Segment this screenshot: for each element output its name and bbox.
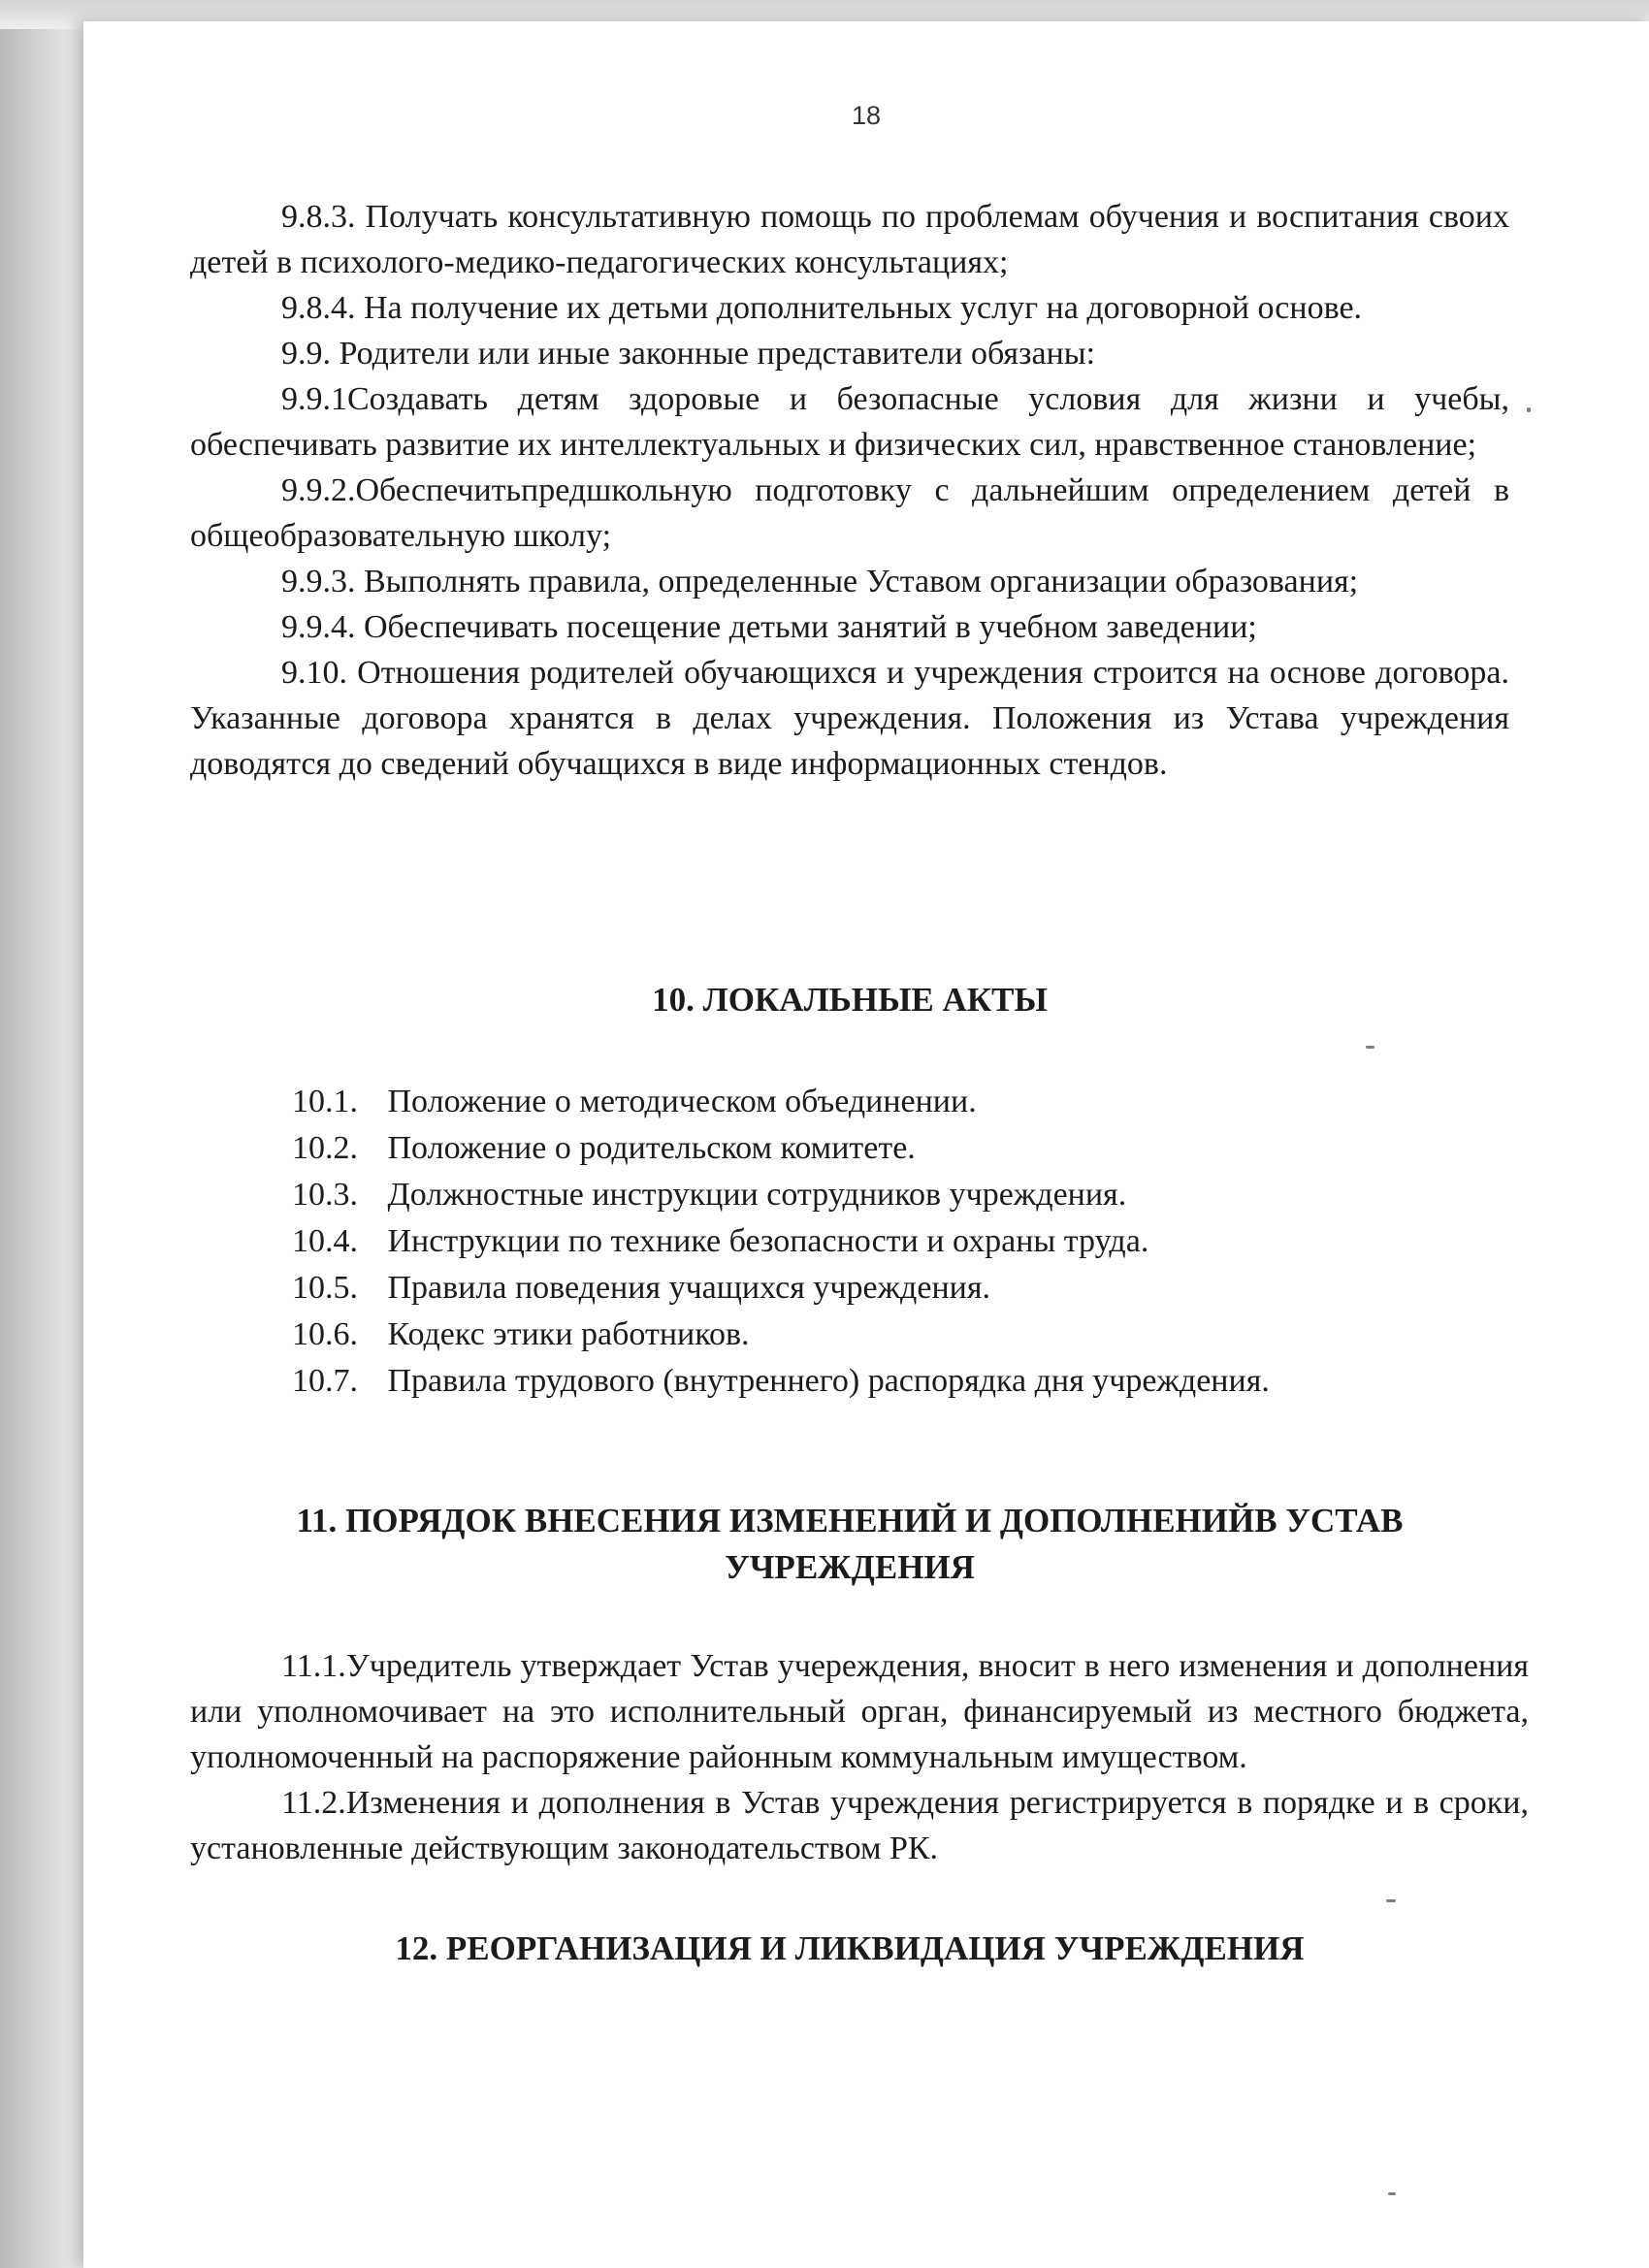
list-item-number: 10.1.	[292, 1084, 358, 1119]
page-number: 18	[851, 101, 882, 130]
scan-speck	[1386, 1899, 1396, 1902]
list-item-text: Правила поведения учащихся учреждения.	[387, 1270, 990, 1306]
paragraph-11-1: 11.1.Учредитель утверждает Устав учереждения, вносит в него изменения и дополнения или уполномочивает на это исполнительный орган, финансируемый из местного бюджета, уполномоченный на распоряжение районным коммунальным имуществом.	[190, 1648, 1529, 1775]
paragraph-9-9-2: 9.9.2.Обеспечитьпредшкольную подготовку с дальнейшим определением детей в общеобразовательную школу;	[190, 472, 1509, 554]
list-item-number: 10.3.	[292, 1177, 358, 1213]
scan-speck	[1388, 2192, 1396, 2195]
section-11-heading	[190, 1498, 1509, 1591]
list-item	[292, 1079, 1504, 1125]
scan-left-shadow	[0, 0, 97, 2268]
list-item	[292, 1358, 1504, 1405]
section-11-text	[190, 1643, 1529, 1871]
list-item	[292, 1312, 1504, 1358]
paragraph-9-9-4: 9.9.4. Обеспечивать посещение детьми занятий в учебном заведении;	[281, 609, 1257, 645]
paragraph-11-2: 11.2.Изменения и дополнения в Устав учреждения регистрируется в порядке и в сроки, установленные действующим законодательством РК.	[190, 1785, 1529, 1866]
list-item-number: 10.4.	[292, 1223, 358, 1259]
list-item-number: 10.2.	[292, 1130, 358, 1166]
list-item	[292, 1172, 1504, 1218]
list-item-text: Положение о родительском комитете.	[387, 1130, 916, 1166]
scan-speck	[1527, 407, 1531, 412]
paragraph-9-8-3: 9.8.3. Получать консультативную помощь по проблемам обучения и воспитания своих детей в психолого-медико-педагогических консультациях;	[190, 199, 1509, 280]
paragraph-9-9: 9.9. Родители или иные законные представители обязаны:	[281, 336, 1096, 372]
list-item-text: Должностные инструкции сотрудников учреждения.	[387, 1177, 1127, 1213]
list-item-number: 10.6.	[292, 1316, 358, 1352]
section-10-heading: 10. ЛОКАЛЬНЫЕ АКТЫ	[652, 981, 1048, 1019]
paragraph-9-9-3: 9.9.3. Выполнять правила, определенные Уставом организации образования;	[281, 564, 1359, 599]
list-item-text: Правила трудового (внутреннего) распорядка дня учреждения.	[387, 1363, 1270, 1399]
document-page	[83, 21, 1649, 2268]
list-item	[292, 1125, 1504, 1172]
scan-speck	[1366, 1046, 1374, 1049]
list-item-number: 10.7.	[292, 1363, 358, 1399]
list-item-number: 10.5.	[292, 1270, 358, 1306]
list-item-text: Положение о методическом объединении.	[387, 1084, 977, 1119]
section-9-text	[190, 194, 1509, 787]
section-12-heading: 12. РЕОРГАНИЗАЦИЯ И ЛИКВИДАЦИЯ УЧРЕЖДЕНИЯ	[395, 1929, 1305, 1967]
list-item-text: Кодекс этики работников.	[387, 1316, 750, 1352]
section-11-heading-line1: 11. ПОРЯДОК ВНЕСЕНИЯ ИЗМЕНЕНИЙ И ДОПОЛНЕНИЙВ УСТАВ	[296, 1502, 1404, 1539]
paragraph-9-9-1: 9.9.1Создавать детям здоровые и безопасные условия для жизни и учебы, обеспечивать развитие их интеллектуальных и физических сил, нравственное становление;	[190, 381, 1509, 463]
section-11-heading-line2: УЧРЕЖДЕНИЯ	[725, 1548, 975, 1586]
local-acts-list	[292, 1079, 1504, 1405]
list-item	[292, 1218, 1504, 1265]
paragraph-9-8-4: 9.8.4. На получение их детьми дополнительных услуг на договорной основе.	[281, 290, 1363, 326]
paragraph-9-10: 9.10. Отношения родителей обучающихся и учреждения строится на основе договора. Указанные договора хранятся в делах учреждения. Положения из Устава учреждения доводятся до сведений обучащихся в виде информационных стендов.	[190, 655, 1509, 782]
list-item-text: Инструкции по технике безопасности и охраны труда.	[387, 1223, 1149, 1259]
list-item	[292, 1265, 1504, 1312]
